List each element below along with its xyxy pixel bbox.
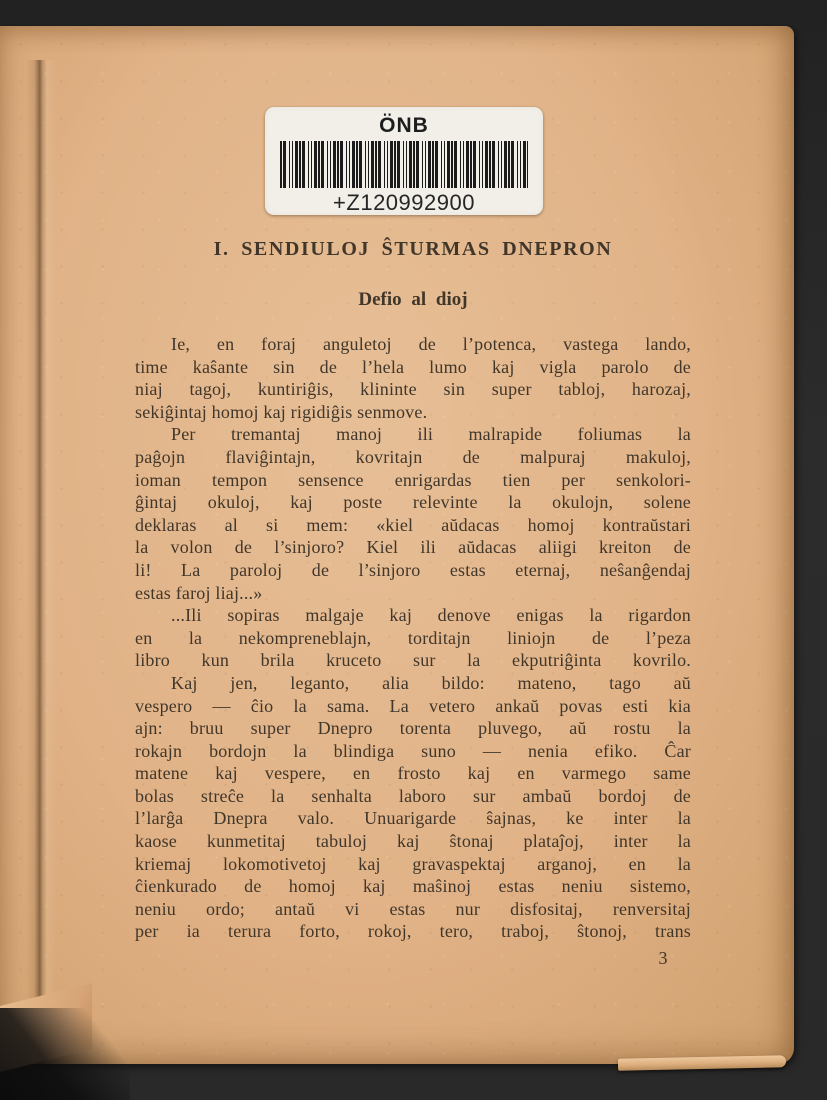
page-number: 3 xyxy=(658,948,668,968)
barcode-icon xyxy=(280,141,528,188)
body-line: ĝintaj okuloj, kaj poste relevinte la okulojn, solene xyxy=(135,492,691,513)
body-line: l’larĝa Dnepra valo. Unuarigarde ŝajnas, ke inter la xyxy=(135,808,691,829)
body-line: ajn: bruu super Dnepro torenta pluvego, aŭ rostu la xyxy=(135,718,691,739)
body-line: per ia terura forto, rokoj, tero, traboj, ŝtonoj, trans xyxy=(135,921,691,942)
section-title: Defio al dioj xyxy=(358,289,468,310)
body-line: en la nekompreneblajn, torditajn liniojn de l’peza xyxy=(135,627,691,648)
body-line: niaj tagoj, kuntiriĝis, klininte sin super tabloj, harozaj, xyxy=(135,379,691,400)
body-line: ioman tempon sensence enrigardas tien per senkolori- xyxy=(135,469,691,490)
body-line: paĝojn flaviĝintajn, kovritajn de malpuraj makuloj, xyxy=(135,446,691,467)
body-line: Kaj jen, leganto, alia bildo: mateno, tago aŭ xyxy=(171,672,691,693)
bottom-left-fold-shadow xyxy=(0,1008,130,1100)
body-line: time kaŝante sin de l’hela lumo kaj vigla parolo de xyxy=(135,356,691,377)
body-line: sekiĝintaj homoj kaj rigidiĝis senmove. xyxy=(135,401,428,422)
body-line: ...Ili sopiras malgaje kaj denove enigas la rigardon xyxy=(171,605,691,626)
body-line: li! La paroloj de l’sinjoro estas eternaj, neŝanĝendaj xyxy=(135,559,691,580)
body-line: ĉienkurado de homoj kaj maŝinoj estas neniu sistemo, xyxy=(135,876,691,897)
body-line: Per tremantaj manoj ili malrapide foliumas la xyxy=(171,424,691,445)
body-line: kriemaj lokomotivetoj kaj gravaspektaj arganoj, en la xyxy=(135,853,691,874)
body-text xyxy=(135,333,691,943)
body-line: vespero — ĉio la sama. La vetero ankaŭ povas esti kia xyxy=(135,695,691,716)
barcode-number: +Z120992900 xyxy=(333,190,475,215)
body-line: matene kaj vespere, en frosto kaj en varmego same xyxy=(135,763,691,784)
body-line: libro kun brila kruceto sur la ekputriĝinta kovrilo. xyxy=(135,650,691,671)
library-name: ÖNB xyxy=(379,114,429,137)
page-edge-stack xyxy=(618,1055,786,1071)
chapter-title: I. SENDIULOJ ŜTURMAS DNEPRON xyxy=(213,238,613,260)
body-line: neniu ordo; antaŭ vi estas nur disfositaj, renversitaj xyxy=(135,898,691,919)
body-line: deklaras al si mem: «kiel aŭdacas homoj kontraŭstari xyxy=(135,514,691,535)
library-barcode-label xyxy=(265,107,543,215)
body-line: kaose kunmetitaj tabuloj kaj ŝtonaj plataĵoj, inter la xyxy=(135,831,691,852)
gutter-crease xyxy=(26,60,56,1064)
body-line: bolas streĉe la senhalta laboro sur ambaŭ bordoj de xyxy=(135,785,691,806)
body-line: estas faroj liaj...» xyxy=(135,582,263,603)
body-line: rokajn bordojn la blindiga suno — nenia efiko. Ĉar xyxy=(135,740,691,761)
body-line: la volon de l’sinjoro? Kiel ili aŭdacas aliigi kreiton de xyxy=(135,537,691,558)
book-page xyxy=(0,26,794,1064)
body-line: Ie, en foraj anguletoj de l’potenca, vastega lando, xyxy=(171,334,691,354)
